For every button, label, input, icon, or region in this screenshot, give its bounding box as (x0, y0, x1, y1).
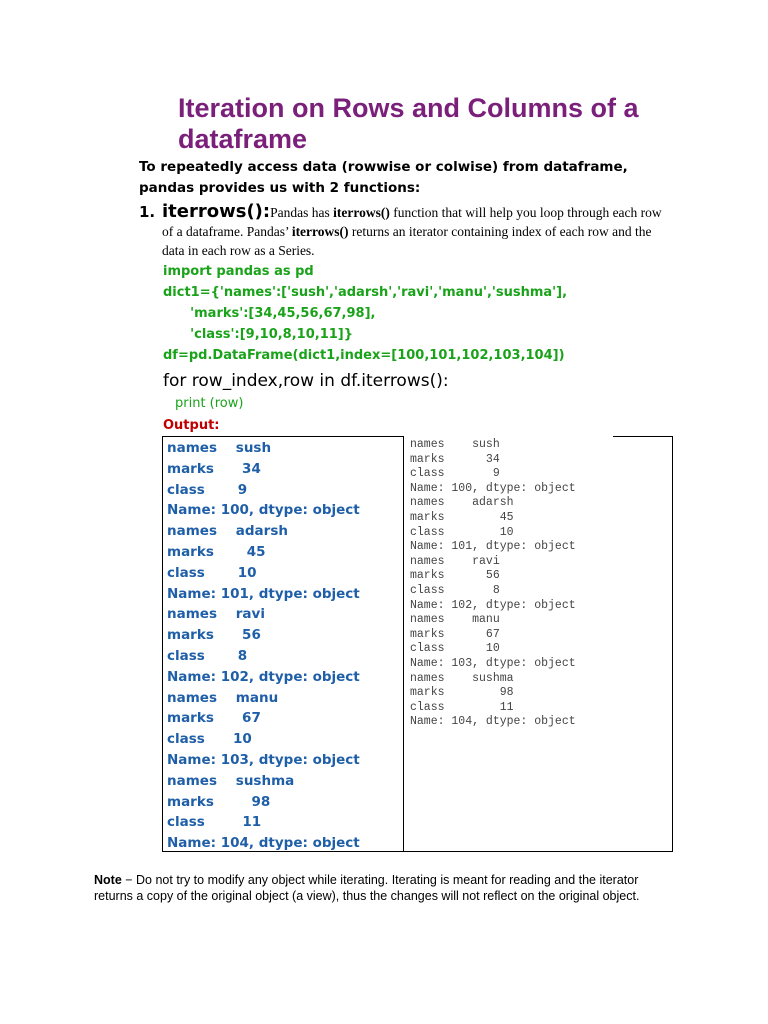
output-line: marks 34 (167, 460, 261, 477)
output-line: names sush (410, 438, 500, 451)
output-line: class 10 (410, 525, 514, 539)
code-block (163, 261, 567, 366)
output-line: class 8 (410, 583, 500, 597)
page-title: Iteration on Rows and Columns of a dataframe (178, 93, 639, 154)
output-line: marks 67 (410, 627, 500, 641)
output-line: Name: 103, dtype: object (410, 656, 576, 670)
output-line: Name: 101, dtype: object (167, 585, 360, 602)
output-line: names sushma (167, 772, 295, 789)
output-line: names sush (167, 440, 272, 456)
output-line: marks 45 (167, 543, 266, 560)
output-line: marks 34 (410, 452, 500, 466)
output-line: class 10 (410, 642, 500, 656)
output-line: Name: 102, dtype: object (410, 598, 576, 612)
output-line: names adarsh (410, 496, 514, 510)
code-line: df=pd.DataFrame(dict1,index=[100,101,102,103,104]) (163, 348, 565, 363)
desc-part-1: Pandas has (270, 205, 334, 220)
desc-bold-1: iterrows() (333, 205, 390, 220)
output-line: class 9 (167, 481, 248, 498)
output-line: names manu (410, 613, 500, 627)
output-label: Output: (163, 418, 220, 433)
output-line: class 10 (167, 564, 257, 581)
function-heading: iterrows(): (162, 201, 271, 222)
output-line: marks 98 (410, 686, 514, 700)
output-line: names adarsh (167, 523, 288, 540)
output-table (162, 436, 673, 852)
output-line: Name: 103, dtype: object (167, 751, 360, 768)
output-line: Name: 104, dtype: object (410, 715, 576, 729)
output-left-column (167, 438, 399, 854)
desc-part-2: function that will help you loop through each row of a dataframe. Pandas’ (162, 205, 662, 239)
output-line: Name: 101, dtype: object (410, 540, 576, 554)
code-line: import pandas as pd (163, 264, 314, 279)
output-line: marks 56 (410, 569, 500, 583)
output-line: Name: 104, dtype: object (167, 835, 360, 852)
output-line: class 11 (167, 814, 262, 831)
column-divider (403, 437, 404, 851)
output-line: class 9 (410, 467, 500, 481)
code-line: 'class':[9,10,8,10,11]} (163, 327, 353, 342)
output-line: class 11 (410, 700, 514, 714)
output-line: Name: 102, dtype: object (167, 668, 360, 685)
code-line: dict1={'names':['sush','adarsh','ravi','manu','sushma'], (163, 285, 568, 300)
output-line: names sushma (410, 671, 514, 685)
desc-part-3: returns an iterator containing index of each row and the data in each row as a Series. (162, 224, 652, 258)
intro-paragraph: To repeatedly access data (rowwise or colwise) from dataframe, pandas provides us with 2 functions: (139, 159, 628, 196)
output-line: class 8 (167, 647, 248, 664)
note-paragraph (94, 872, 674, 904)
output-line: marks 56 (167, 627, 261, 644)
output-line: names manu (167, 689, 279, 706)
output-line: marks 98 (167, 793, 271, 810)
list-item-number: 1. (139, 203, 156, 221)
for-loop-line: for row_index,row in df.iterrows(): (163, 371, 449, 391)
output-right-column (410, 438, 670, 730)
output-line: names ravi (410, 554, 500, 568)
output-line: class 10 (167, 731, 252, 748)
output-line: Name: 100, dtype: object (410, 481, 576, 495)
output-line: marks 45 (410, 510, 514, 524)
output-line: names ravi (167, 606, 265, 623)
print-line: print (row) (175, 396, 244, 411)
desc-bold-2: iterrows() (291, 224, 349, 239)
output-line: Name: 100, dtype: object (167, 502, 360, 519)
code-line: 'marks':[34,45,56,67,98], (163, 306, 376, 321)
output-line: marks 67 (167, 710, 261, 727)
list-item-iterrows (162, 201, 662, 260)
note-label: Note (94, 873, 122, 887)
note-text: − Do not try to modify any object while iterating. Iterating is meant for reading and the iterator returns a copy of the original object (a view), thus the changes will not reflect on the original object. (94, 873, 640, 903)
